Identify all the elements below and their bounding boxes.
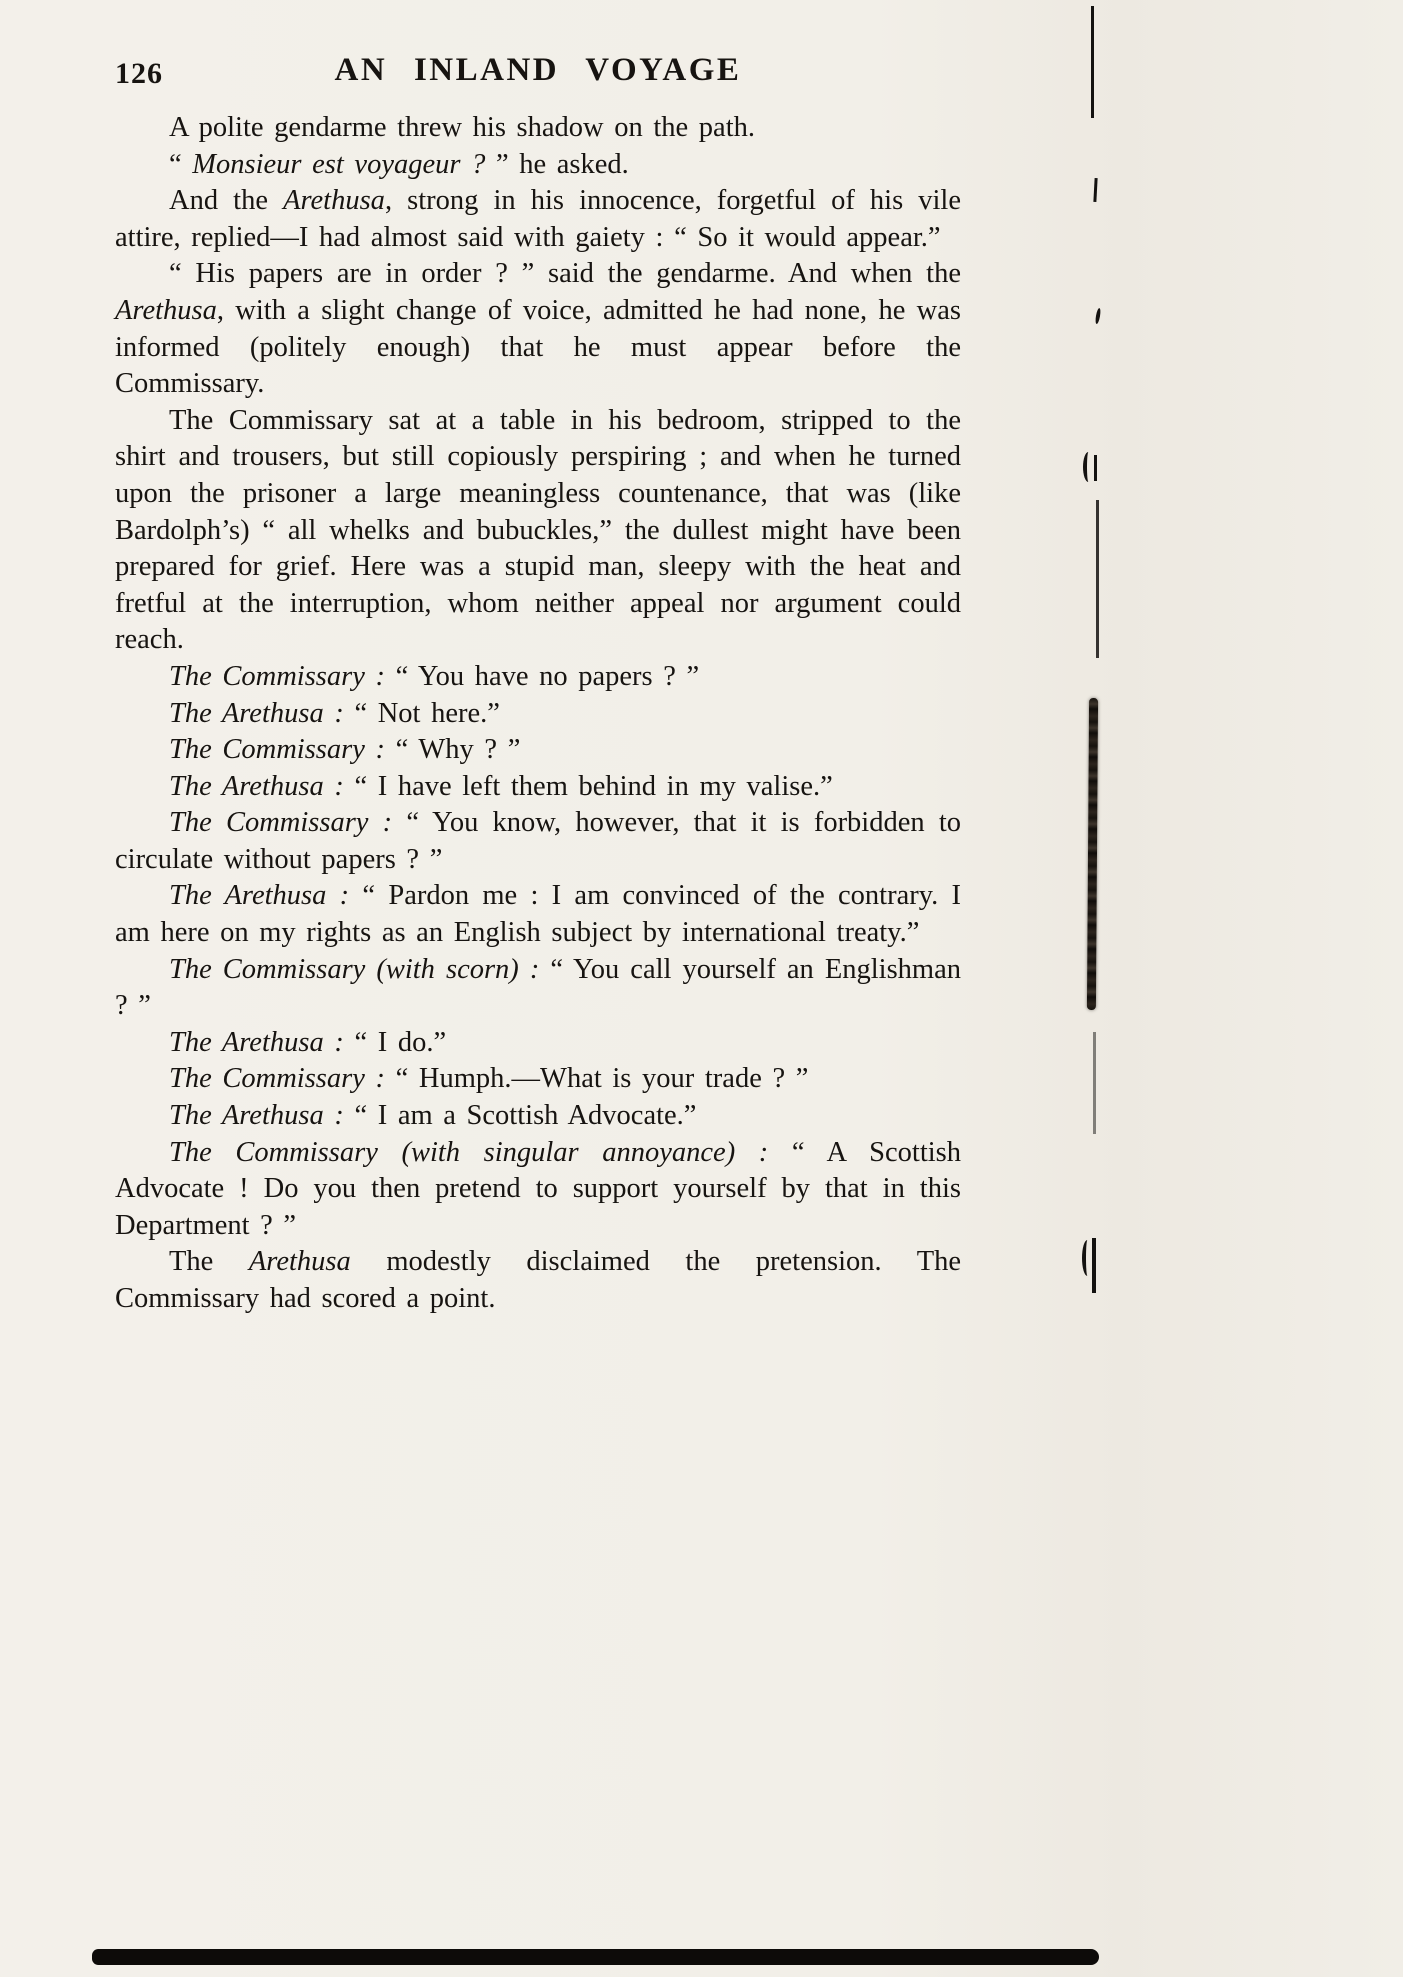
paragraph <box>115 147 961 184</box>
scan-artifact-edge-line <box>1096 500 1099 658</box>
text-segment: And the <box>169 185 284 217</box>
scan-artifact-paren-mark <box>1083 452 1092 482</box>
italic-text-segment: Monsieur est voyageur ? <box>192 148 486 180</box>
italic-text-segment: The Arethusa : <box>169 880 350 912</box>
italic-text-segment: The Commissary : <box>169 660 386 692</box>
paragraph <box>115 256 961 402</box>
text-segment: “ <box>169 148 193 180</box>
paragraph <box>115 1098 961 1135</box>
text-segment: “ You have no papers ? ” <box>385 660 700 692</box>
text-segment: “ You know, however, that it is forbidden to circulate without papers ? ” <box>115 807 961 875</box>
italic-text-segment: Arethusa <box>248 1246 351 1278</box>
scan-artifact-dash <box>1093 178 1097 202</box>
text-segment: modestly disclaimed the pretension. The Commissary had scored a point. <box>115 1246 962 1314</box>
page-number: 126 <box>115 57 163 90</box>
italic-text-segment: The Arethusa : <box>169 770 344 802</box>
text-segment: “ I do.” <box>343 1026 447 1058</box>
text-segment: A polite gendarme threw his shadow on the path. <box>169 112 756 143</box>
text-segment: “ Pardon me : I am convinced of the contrary. I am here on my rights as an English subject by international treaty.” <box>115 880 962 949</box>
text-segment: “ You call yourself an Englishman ? ” <box>115 953 961 1022</box>
italic-text-segment: The Commissary (with singular annoyance) : <box>169 1136 769 1168</box>
text-segment: “ Humph.—What is your trade ? ” <box>385 1063 809 1095</box>
paragraph <box>115 659 961 696</box>
text-segment: “ Not here.” <box>343 697 500 729</box>
text-segment: “ I have left them behind in my valise.” <box>343 770 833 802</box>
paragraph <box>115 696 961 733</box>
paragraph <box>115 769 961 806</box>
paragraph <box>115 952 961 1025</box>
paragraph <box>115 1244 961 1317</box>
paragraph <box>115 183 961 256</box>
italic-text-segment: Arethusa <box>283 185 385 217</box>
paragraph <box>115 805 961 878</box>
italic-text-segment: The Arethusa : <box>169 1026 344 1058</box>
scan-artifact-paren-mark <box>1082 1240 1091 1276</box>
italic-text-segment: The Commissary : <box>169 734 386 766</box>
page-header <box>115 52 961 98</box>
paragraphs <box>115 110 961 1318</box>
scan-artifact-tick <box>1092 1238 1096 1293</box>
paragraph <box>115 110 961 147</box>
text-segment: , strong in his innocence, forgetful of his vile attire, replied—I had almost said with gaiety : “ So it would appear.” <box>115 185 961 253</box>
scan-artifact-gutter-streak <box>1087 698 1098 1010</box>
scan-artifact-bottom-bar <box>92 1949 1099 1965</box>
paragraph <box>115 878 961 951</box>
text-segment: “ A Scottish Advocate ! Do you then pretend to support yourself by that in this Department ? ” <box>115 1136 961 1241</box>
italic-text-segment: The Arethusa : <box>169 697 344 729</box>
running-title: AN INLAND VOYAGE <box>334 52 742 88</box>
paragraph <box>115 403 961 659</box>
italic-text-segment: The Commissary : <box>169 1063 386 1095</box>
paragraph <box>115 1135 961 1245</box>
text-column <box>115 52 961 1318</box>
italic-text-segment: The Commissary : <box>169 807 393 839</box>
paragraph <box>115 1061 961 1098</box>
text-segment: ” he asked. <box>485 148 629 180</box>
scan-artifact-tick <box>1094 455 1097 481</box>
italic-text-segment: Arethusa <box>115 294 217 326</box>
text-segment: The Commissary sat at a table in his bedroom, stripped to the shirt and trousers, but still copiously perspiring ; and when he turned upon the prisoner a large meaningless countenance, that was (like Bardolph’s) “ all whelks and bubuckles,” the dullest might have been prepared for grief. Here was a stupid man, sleepy with the heat and fretful at the interruption, whom neither appeal nor argument could reach. <box>115 404 961 656</box>
text-segment: “ I am a Scottish Advocate.” <box>343 1100 697 1132</box>
text-segment: “ His papers are in order ? ” said the gendarme. And when the <box>169 258 961 290</box>
scan-artifact-speck <box>1095 308 1102 324</box>
text-segment: “ Why ? ” <box>385 734 521 766</box>
scan-artifact-edge-line <box>1091 6 1094 118</box>
paragraph <box>115 732 961 769</box>
text-segment: , with a slight change of voice, admitted he had none, he was informed (politely enough) that he must appear before the Commissary. <box>115 294 961 400</box>
italic-text-segment: The Arethusa : <box>169 1100 344 1132</box>
text-segment: The <box>169 1246 249 1278</box>
scan-artifact-edge-line <box>1093 1032 1096 1134</box>
paragraph <box>115 1025 961 1062</box>
italic-text-segment: The Commissary (with scorn) : <box>169 953 540 985</box>
